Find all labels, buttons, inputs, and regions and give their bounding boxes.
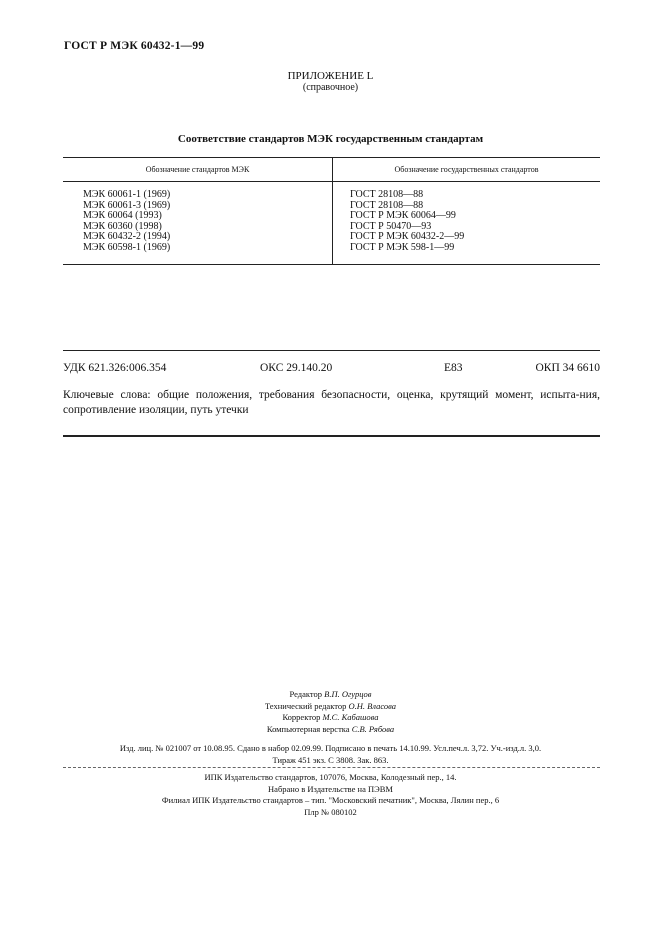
credit-editor: Редактор В.П. Огурцов (289, 689, 372, 699)
table-title: Соответствие стандартов МЭК государственным стандартам (177, 133, 484, 145)
table-cell-iec: МЭК 60064 (1993) (83, 210, 162, 222)
table-header-divider (63, 181, 600, 182)
publication-line: Тираж 451 экз. С 3808. Зак. 863. (272, 754, 389, 765)
appendix-subtitle: (справочное) (302, 82, 359, 93)
table-header-gost: Обозначение государственных стандартов (394, 165, 539, 174)
classification-top-rule (63, 350, 600, 351)
udk-code: УДК 621.326:006.354 (63, 362, 167, 374)
table-cell-iec: МЭК 60061-1 (1969) (83, 189, 171, 200)
imprint-line: Набрано в Издательстве на ПЭВМ (268, 783, 393, 794)
imprint-line: ИПК Издательство стандартов, 107076, Москва, Колодезный пер., 14. (204, 772, 457, 782)
table-cell-gost: ГОСТ 28108—88 (350, 189, 424, 200)
oks-code: ОКС 29.140.20 (260, 362, 333, 374)
appendix-heading (0, 70, 661, 94)
table-cell-gost: ГОСТ Р МЭК 60064—99 (350, 210, 456, 222)
table-cell-iec: МЭК 60061-3 (1969) (83, 199, 171, 211)
publication-line: Изд. лиц. № 021007 от 10.08.95. Сдано в набор 02.09.99. Подписано в печать 14.10.99. Усл.печ.л. 3,72. Уч.-изд.л. 3,0. (119, 743, 542, 753)
imprint-line: Плр № 080102 (304, 806, 357, 817)
table-cell-iec: МЭК 60432-2 (1994) (83, 231, 171, 243)
table-cell-gost: ГОСТ 28108—88 (350, 199, 424, 211)
group-code: Е83 (444, 362, 463, 374)
keywords-bottom-rule (63, 435, 600, 437)
standards-table (63, 157, 600, 265)
table-cell-iec: МЭК 60598-1 (1969) (83, 241, 171, 253)
imprint-line: Филиал ИПК Издательство стандартов – тип. "Московский печатник", Москва, Лялин пер., 6 (161, 795, 500, 805)
appendix-title: ПРИЛОЖЕНИЕ L (287, 70, 374, 82)
imprint-block (0, 772, 661, 818)
table-cell-gost: ГОСТ Р 50470—93 (350, 220, 432, 232)
iec-standards-list (83, 190, 170, 254)
imprint-divider (63, 767, 600, 768)
credit-layout: Компьютерная верстка С.В. Рябова (266, 723, 395, 734)
gost-standards-list (350, 190, 464, 254)
table-header-iec: Обозначение стандартов МЭК (145, 165, 250, 174)
table-cell-gost: ГОСТ Р МЭК 598-1—99 (350, 241, 455, 253)
document-header-id: ГОСТ Р МЭК 60432-1—99 (64, 40, 205, 52)
credit-tech-editor: Технический редактор О.Н. Власова (264, 700, 397, 711)
credits-block (0, 689, 661, 735)
credit-proofreader: Корректор М.С. Кабашова (282, 712, 379, 722)
publication-info (0, 743, 661, 766)
table-cell-iec: МЭК 60360 (1998) (83, 220, 162, 232)
okp-code: ОКП 34 6610 (535, 362, 600, 374)
table-cell-gost: ГОСТ Р МЭК 60432-2—99 (350, 231, 465, 243)
keywords-paragraph: Ключевые слова: общие положения, требования безопасности, оценка, крутящий момент, испыта-ния, сопротивление изоляции, путь утечки (63, 389, 600, 416)
